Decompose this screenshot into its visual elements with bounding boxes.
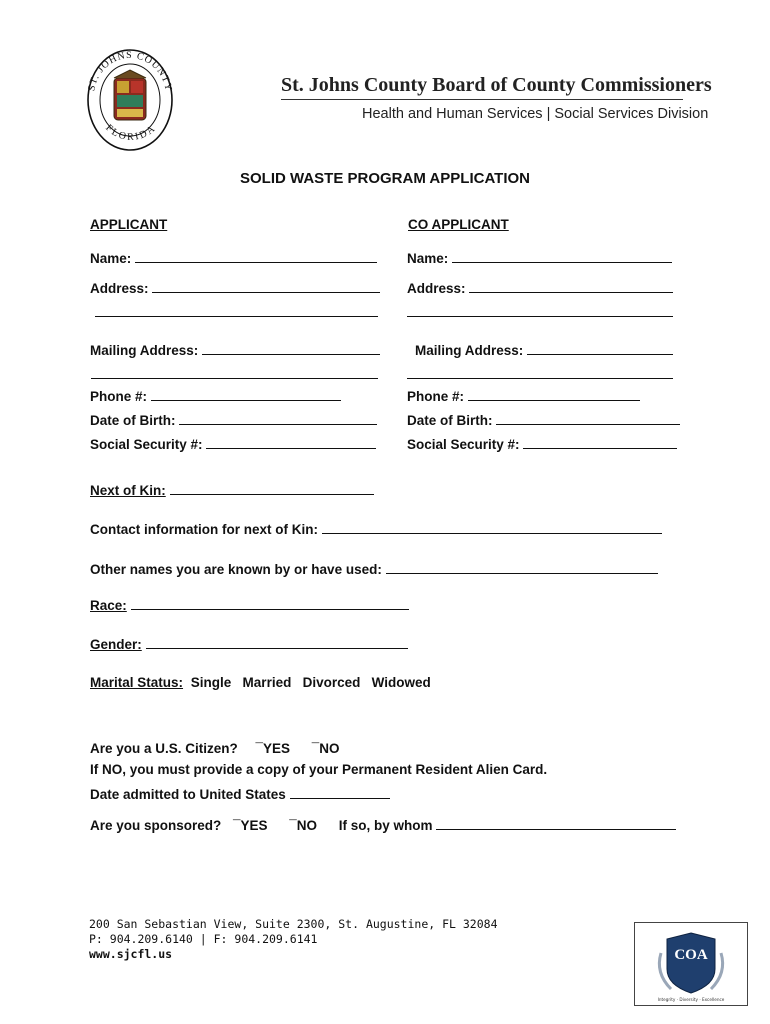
form-title: SOLID WASTE PROGRAM APPLICATION xyxy=(239,170,530,187)
citizen-no-option[interactable]: ¯NO xyxy=(311,741,340,756)
footer-address: 200 San Sebastian View, Suite 2300, St. Augustine, FL 32084 xyxy=(89,917,498,931)
citizen-yes-option[interactable]: ¯YES xyxy=(255,741,291,756)
co-applicant-name-row xyxy=(407,250,672,266)
resident-note: If NO, you must provide a copy of your Permanent Resident Alien Card. xyxy=(90,762,548,777)
co-applicant-ssn-field[interactable] xyxy=(523,436,677,449)
applicant-dob-label: Date of Birth: xyxy=(90,413,176,428)
co-applicant-dob-row xyxy=(407,412,680,428)
applicant-mailing-label: Mailing Address: xyxy=(90,343,199,358)
co-applicant-mailing-label: Mailing Address: xyxy=(415,343,524,358)
gender-row xyxy=(90,636,408,652)
co-applicant-address-row xyxy=(407,280,673,296)
date-admitted-field[interactable] xyxy=(290,786,390,799)
county-seal-logo xyxy=(84,44,176,154)
coa-tagline: Integrity · Diversity · Excellence xyxy=(657,997,725,1002)
co-applicant-phone-row xyxy=(407,388,640,404)
applicant-name-field[interactable] xyxy=(135,250,377,263)
applicant-phone-label: Phone #: xyxy=(90,389,148,404)
date-admitted-row xyxy=(90,786,390,802)
contact-kin-row xyxy=(90,521,662,537)
applicant-phone-row xyxy=(90,388,341,404)
co-applicant-phone-field[interactable] xyxy=(468,388,640,401)
applicant-heading: APPLICANT xyxy=(90,217,168,232)
co-applicant-address-line2[interactable] xyxy=(407,316,673,317)
race-row xyxy=(90,597,409,613)
next-of-kin-field[interactable] xyxy=(170,482,374,495)
svg-text:FLORIDA: FLORIDA xyxy=(103,122,159,143)
applicant-ssn-label: Social Security #: xyxy=(90,437,203,452)
applicant-address-field[interactable] xyxy=(152,280,380,293)
marital-status-label: Marital Status: xyxy=(90,675,184,690)
gender-field[interactable] xyxy=(146,636,408,649)
date-admitted-label: Date admitted to United States xyxy=(90,787,286,802)
marital-status-row xyxy=(90,675,431,690)
citizen-row xyxy=(90,741,340,756)
contact-kin-field[interactable] xyxy=(322,521,662,534)
sponsored-yes-option[interactable]: ¯YES xyxy=(233,818,268,833)
org-title: St. Johns County Board of County Commissioners xyxy=(281,74,712,96)
co-applicant-mailing-field[interactable] xyxy=(527,342,673,355)
footer-phones: P: 904.209.6140 | F: 904.209.6141 xyxy=(89,932,318,946)
applicant-mailing-field[interactable] xyxy=(202,342,380,355)
svg-text:ST. JOHNS COUNTY: ST. JOHNS COUNTY xyxy=(86,49,174,93)
other-names-label: Other names you are known by or have used: xyxy=(90,562,382,577)
co-applicant-dob-field[interactable] xyxy=(496,412,680,425)
applicant-dob-row xyxy=(90,412,377,428)
co-applicant-mailing-row xyxy=(415,342,673,358)
other-names-row xyxy=(90,561,658,577)
applicant-mailing-line2[interactable] xyxy=(91,378,378,379)
co-applicant-phone-label: Phone #: xyxy=(407,389,465,404)
citizen-question: Are you a U.S. Citizen? xyxy=(90,741,238,756)
co-applicant-heading: CO APPLICANT xyxy=(408,217,509,232)
co-applicant-address-field[interactable] xyxy=(469,280,673,293)
other-names-field[interactable] xyxy=(386,561,658,574)
next-of-kin-label: Next of Kin: xyxy=(90,483,166,498)
coa-accreditation-logo xyxy=(634,922,748,1006)
coa-letters: COA xyxy=(674,947,708,963)
footer-website[interactable]: www.sjcfl.us xyxy=(89,947,173,961)
co-applicant-name-label: Name: xyxy=(407,251,449,266)
sponsored-question: Are you sponsored? xyxy=(90,818,222,833)
race-field[interactable] xyxy=(131,597,409,610)
co-applicant-mailing-line2[interactable] xyxy=(407,378,673,379)
co-applicant-ssn-row xyxy=(407,436,677,452)
applicant-address-label: Address: xyxy=(90,281,149,296)
gender-label: Gender: xyxy=(90,637,142,652)
applicant-mailing-row xyxy=(90,342,380,358)
sponsored-by-whom-field[interactable] xyxy=(436,817,676,830)
applicant-dob-field[interactable] xyxy=(179,412,377,425)
next-of-kin-row xyxy=(90,482,374,498)
org-subtitle: Health and Human Services | Social Services Division xyxy=(362,106,709,122)
co-applicant-address-label: Address: xyxy=(407,281,466,296)
applicant-name-row xyxy=(90,250,377,266)
contact-kin-label: Contact information for next of Kin: xyxy=(90,522,318,537)
applicant-ssn-field[interactable] xyxy=(206,436,376,449)
sponsored-by-whom-label: If so, by whom xyxy=(338,818,433,833)
sponsored-no-option[interactable]: ¯NO xyxy=(289,818,318,833)
header-rule xyxy=(281,99,683,100)
sponsored-row xyxy=(90,817,676,833)
co-applicant-ssn-label: Social Security #: xyxy=(407,437,520,452)
applicant-address-line2[interactable] xyxy=(95,316,378,317)
applicant-name-label: Name: xyxy=(90,251,132,266)
footer-contact xyxy=(89,917,509,962)
co-applicant-dob-label: Date of Birth: xyxy=(407,413,493,428)
applicant-ssn-row xyxy=(90,436,376,452)
co-applicant-name-field[interactable] xyxy=(452,250,672,263)
applicant-phone-field[interactable] xyxy=(151,388,341,401)
race-label: Race: xyxy=(90,598,127,613)
applicant-address-row xyxy=(90,280,380,296)
marital-status-options[interactable]: Single Married Divorced Widowed xyxy=(190,675,431,690)
